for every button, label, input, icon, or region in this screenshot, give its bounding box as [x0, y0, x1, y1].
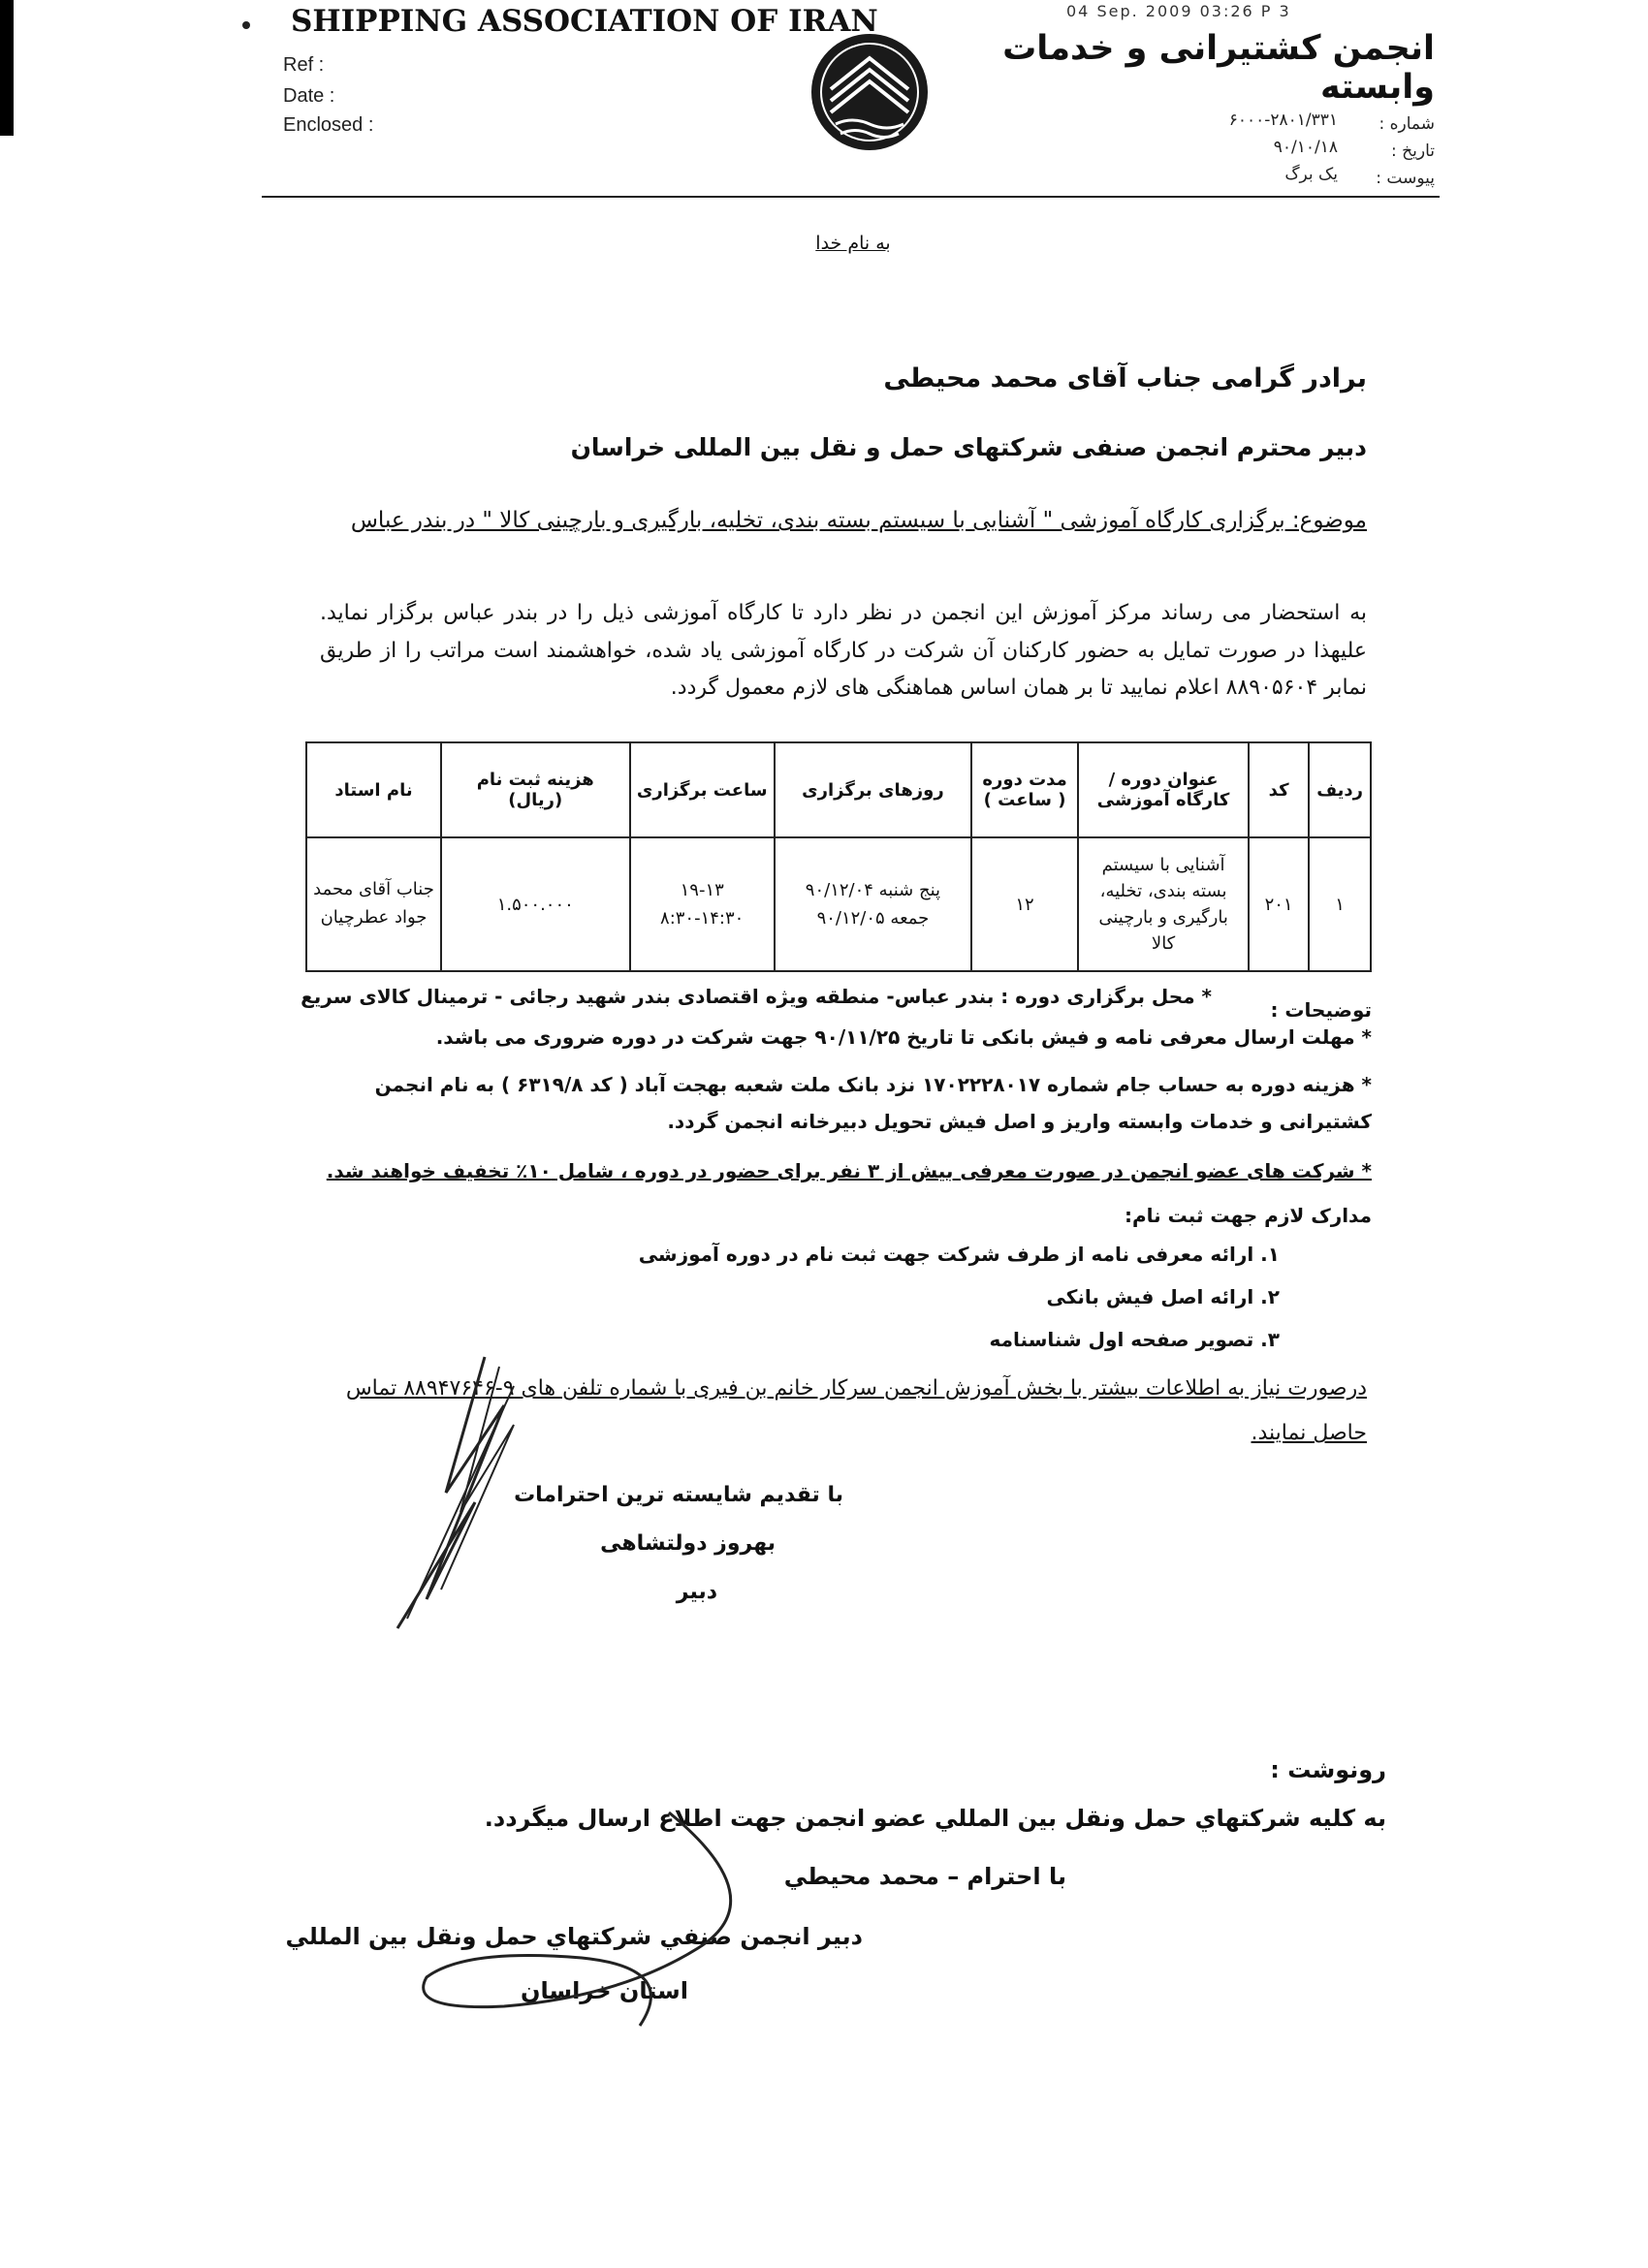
- table-row: [306, 837, 1371, 971]
- hours-line-2: ۸:۳۰-۱۴:۳۰: [660, 908, 745, 929]
- cell-fee: ۱.۵۰۰.۰۰۰: [441, 837, 630, 971]
- cell-duration: ۱۲: [971, 837, 1078, 971]
- col-hours: ساعت برگزاری: [630, 742, 775, 837]
- signatory-name: بهروز دولتشاهی: [600, 1531, 776, 1556]
- attachment-label: پیوست :: [1376, 169, 1435, 188]
- col-fee: هزینه ثبت نام (ریال): [441, 742, 630, 837]
- en-ref-label: Ref :: [283, 54, 325, 76]
- number-value: ۶۰۰۰-۲۸۰۱/۳۳۱: [1228, 110, 1338, 130]
- note-item: * مهلت ارسال معرفی نامه و فیش بانکی تا تاریخ ۹۰/۱۱/۲۵ جهت شرکت در دوره ضروری می باشد.: [435, 1025, 1372, 1049]
- doc-item: ۳. تصویر صفحه اول شناسنامه: [989, 1328, 1280, 1351]
- cell-days: [775, 837, 971, 971]
- en-enclosed-label: Enclosed :: [283, 114, 374, 136]
- cc-line-4: استان خراسان: [520, 1977, 688, 2004]
- hours-line-1: ۱۹-۱۳: [680, 880, 724, 900]
- col-row-no: ردیف: [1309, 742, 1371, 837]
- note-item: * شرکت های عضو انجمن در صورت معرفی بیش از ۳ نفر برای حضور در دوره ، شامل ۱۰٪ تخفیف خواهند شد.: [326, 1159, 1372, 1182]
- fax-header: 04 Sep. 2009 03:26 P 3: [1066, 2, 1291, 20]
- docs-label: مدارک لازم جهت ثبت نام:: [1124, 1204, 1372, 1227]
- notes-label: توضیحات :: [1270, 998, 1372, 1022]
- signature-loop-icon: [388, 1803, 776, 2035]
- recipient-title: دبیر محترم انجمن صنفی شرکتهای حمل و نقل بین المللی خراسان: [570, 433, 1367, 461]
- days-line-1: پنج شنبه ۹۰/۱۲/۰۴: [805, 880, 941, 900]
- note-item: * محل برگزاری دوره : بندر عباس- منطقه ویژه اقتصادی بندر شهید رجائی - ترمینال کالای سریع: [301, 985, 1212, 1008]
- cc-line-1: به كليه شركتهاي حمل ونقل بين المللي عضو انجمن جهت اطلاع ارسال ميگردد.: [484, 1805, 1386, 1832]
- body-paragraph: به استحضار می رساند مرکز آموزش این انجمن در نظر دارد تا کارگاه آموزشی ذیل را در بندر عباس برگزار نماید. علیهذا در صورت تمایل به حضور کارکنان آن شرکت در کارگاه آموزشی یاد شده، خواهشمند است مراتب را از طریق نمابر ۸۸۹۰۵۶۰۴ اعلام نمایید تا بر همان اساس هماهنگی های لازم معمول گردد.: [320, 601, 1367, 700]
- doc-item: ۲. ارائه اصل فیش بانکی: [1046, 1285, 1280, 1308]
- basmala: به نام خدا: [815, 233, 891, 254]
- cell-instructor: جناب آقای محمد جواد عطرچیان: [306, 837, 441, 971]
- bullet-mark: [242, 21, 250, 29]
- cell-hours: [630, 837, 775, 971]
- cell-title: آشنایی با سیستم بسته بندی، تخلیه، بارگیری و بارچینی کالا: [1078, 837, 1249, 971]
- salutation: برادر گرامی جناب آقای محمد محیطی: [883, 363, 1367, 394]
- scan-edge: [0, 0, 14, 136]
- attachment-value: یک برگ: [1284, 165, 1338, 184]
- col-duration: مدت دوره ( ساعت ): [971, 742, 1078, 837]
- handwritten-signature-icon: [368, 1347, 543, 1638]
- table-header-row: [306, 742, 1371, 837]
- cell-code: ۲۰۱: [1249, 837, 1309, 971]
- col-code: کد: [1249, 742, 1309, 837]
- cell-row-no: ۱: [1309, 837, 1371, 971]
- header-divider: [262, 196, 1440, 198]
- col-days: روزهای برگزاری: [775, 742, 971, 837]
- association-logo-icon: [807, 29, 933, 155]
- closing-regards: با تقدیم شایسته ترین احترامات: [514, 1483, 843, 1507]
- days-line-2: جمعه ۹۰/۱۲/۰۵: [816, 908, 930, 929]
- subject-line: موضوع: برگزاری کارگاه آموزشی " آشنایی با سیستم بسته بندی، تخلیه، بارگیری و بارچینی کالا " در بندر عباس: [350, 508, 1367, 533]
- doc-item: ۱. ارائه معرفی نامه از طرف شرکت جهت ثبت نام در دوره آموزشی: [638, 1243, 1280, 1266]
- note-item: * هزینه دوره به حساب جام شماره ۱۷۰۲۲۲۸۰۱۷ نزد بانک ملت شعبه بهجت آباد ( کد ۶۳۱۹/۸ ) به نام انجمن کشتیرانی و خدمات وابسته واریز و اصل فیش تحویل دبیرخانه انجمن گردد.: [374, 1073, 1372, 1133]
- col-instructor: نام استاد: [306, 742, 441, 837]
- cc-label: رونوشت :: [1270, 1756, 1386, 1783]
- cc-line-3: دبير انجمن صنفي شركتهاي حمل ونقل بين المللي: [285, 1923, 863, 1950]
- contact-paragraph: درصورت نیاز به اطلاعات بیشتر با بخش آموزش انجمن سرکار خانم بن فیری با شماره تلفن های ۹-۸۸۹۴۷۶۴۶ تماس حاصل نمایند.: [345, 1376, 1367, 1446]
- fa-organization-name: انجمن کشتیرانی و خدمات وابسته: [1002, 29, 1435, 107]
- date-value: ۹۰/۱۰/۱۸: [1273, 138, 1338, 157]
- en-date-label: Date :: [283, 85, 335, 107]
- col-title: عنوان دوره / کارگاه آموزشی: [1078, 742, 1249, 837]
- signatory-title: دبیر: [676, 1580, 717, 1604]
- cc-line-2: با احترام – محمد محيطي: [783, 1863, 1066, 1890]
- number-label: شماره :: [1379, 114, 1435, 134]
- en-organization-name: SHIPPING ASSOCIATION OF IRAN: [291, 4, 878, 39]
- date-label: تاریخ :: [1391, 142, 1435, 161]
- course-table: [305, 741, 1372, 972]
